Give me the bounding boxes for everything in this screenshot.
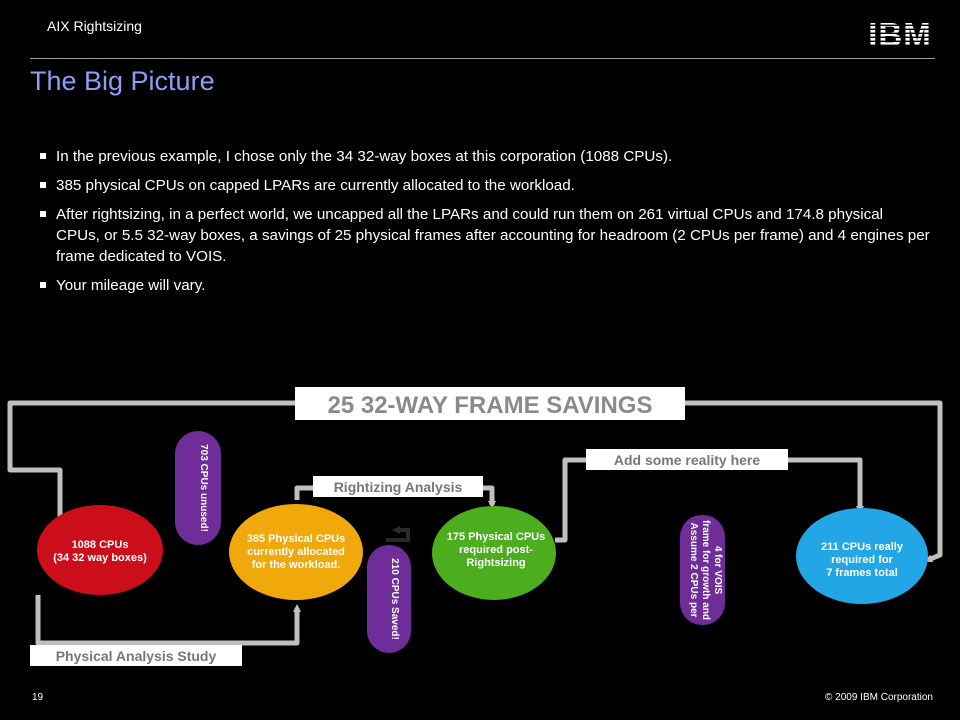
node-211-line2: required for <box>831 554 893 566</box>
node-175-line3: Rightsizing <box>466 557 526 569</box>
note-assume-line2: frame for growth and <box>700 519 711 621</box>
node-385-line1: 385 Physical CPUs <box>246 533 346 545</box>
node-385-line3: for the workload. <box>251 559 341 571</box>
note-unused-text: 703 CPUs unused! <box>198 444 209 532</box>
node-211-line3: 7 frames total <box>826 567 898 579</box>
header-label: AIX Rightsizing <box>47 18 142 34</box>
bullet-text: In the previous example, I chose only the 34 32-way boxes at this corporation (1088 CPUs). <box>56 148 673 165</box>
footer-copyright: © 2009 IBM Corporation <box>825 692 933 703</box>
node-1088-line1: 1088 CPUs <box>71 539 129 551</box>
note-saved-text: 210 CPUs Saved! <box>389 558 400 640</box>
svg-text:IBM: IBM <box>868 18 932 50</box>
node-1088-line2: (34 32 way boxes) <box>53 552 147 564</box>
bullet-text: After rightsizing, in a perfect world, we uncapped all the LPARs and could run them on 261 virtual CPUs and 174.8 physical CPUs, or 5.5 32-way boxes, a savings of 25 physical frames after accounting for headroom (2 CPUs per frame) and 4 engines per frame dedicated to VOIS. <box>56 206 930 265</box>
note-unused-box <box>175 431 221 545</box>
bullet-text: 385 physical CPUs on capped LPARs are currently allocated to the workload. <box>56 177 575 194</box>
node-211-line1: 211 CPUs really <box>821 541 903 553</box>
note-assume-line1: Assume 2 CPUs per <box>688 522 699 618</box>
node-385-line2: currently allocated <box>247 546 345 558</box>
node-175-line2: required post- <box>459 544 533 556</box>
reality-label: Add some reality here <box>613 452 761 468</box>
banner-text: 25 32-WAY FRAME SAVINGS <box>327 392 653 419</box>
bullet-text: Your mileage will vary. <box>56 277 206 294</box>
physical-label: Physical Analysis Study <box>55 648 217 664</box>
rightsizing-label: Rightizing Analysis <box>333 479 463 495</box>
connector-physical <box>38 595 297 643</box>
connector-saved <box>386 530 408 540</box>
footer-page-number: 19 <box>32 692 44 703</box>
note-assume-line3: 4 for VOIS <box>712 545 723 595</box>
node-175-line1: 175 Physical CPUs <box>446 531 546 543</box>
note-saved-box <box>367 545 411 653</box>
page-title: The Big Picture <box>30 66 215 96</box>
